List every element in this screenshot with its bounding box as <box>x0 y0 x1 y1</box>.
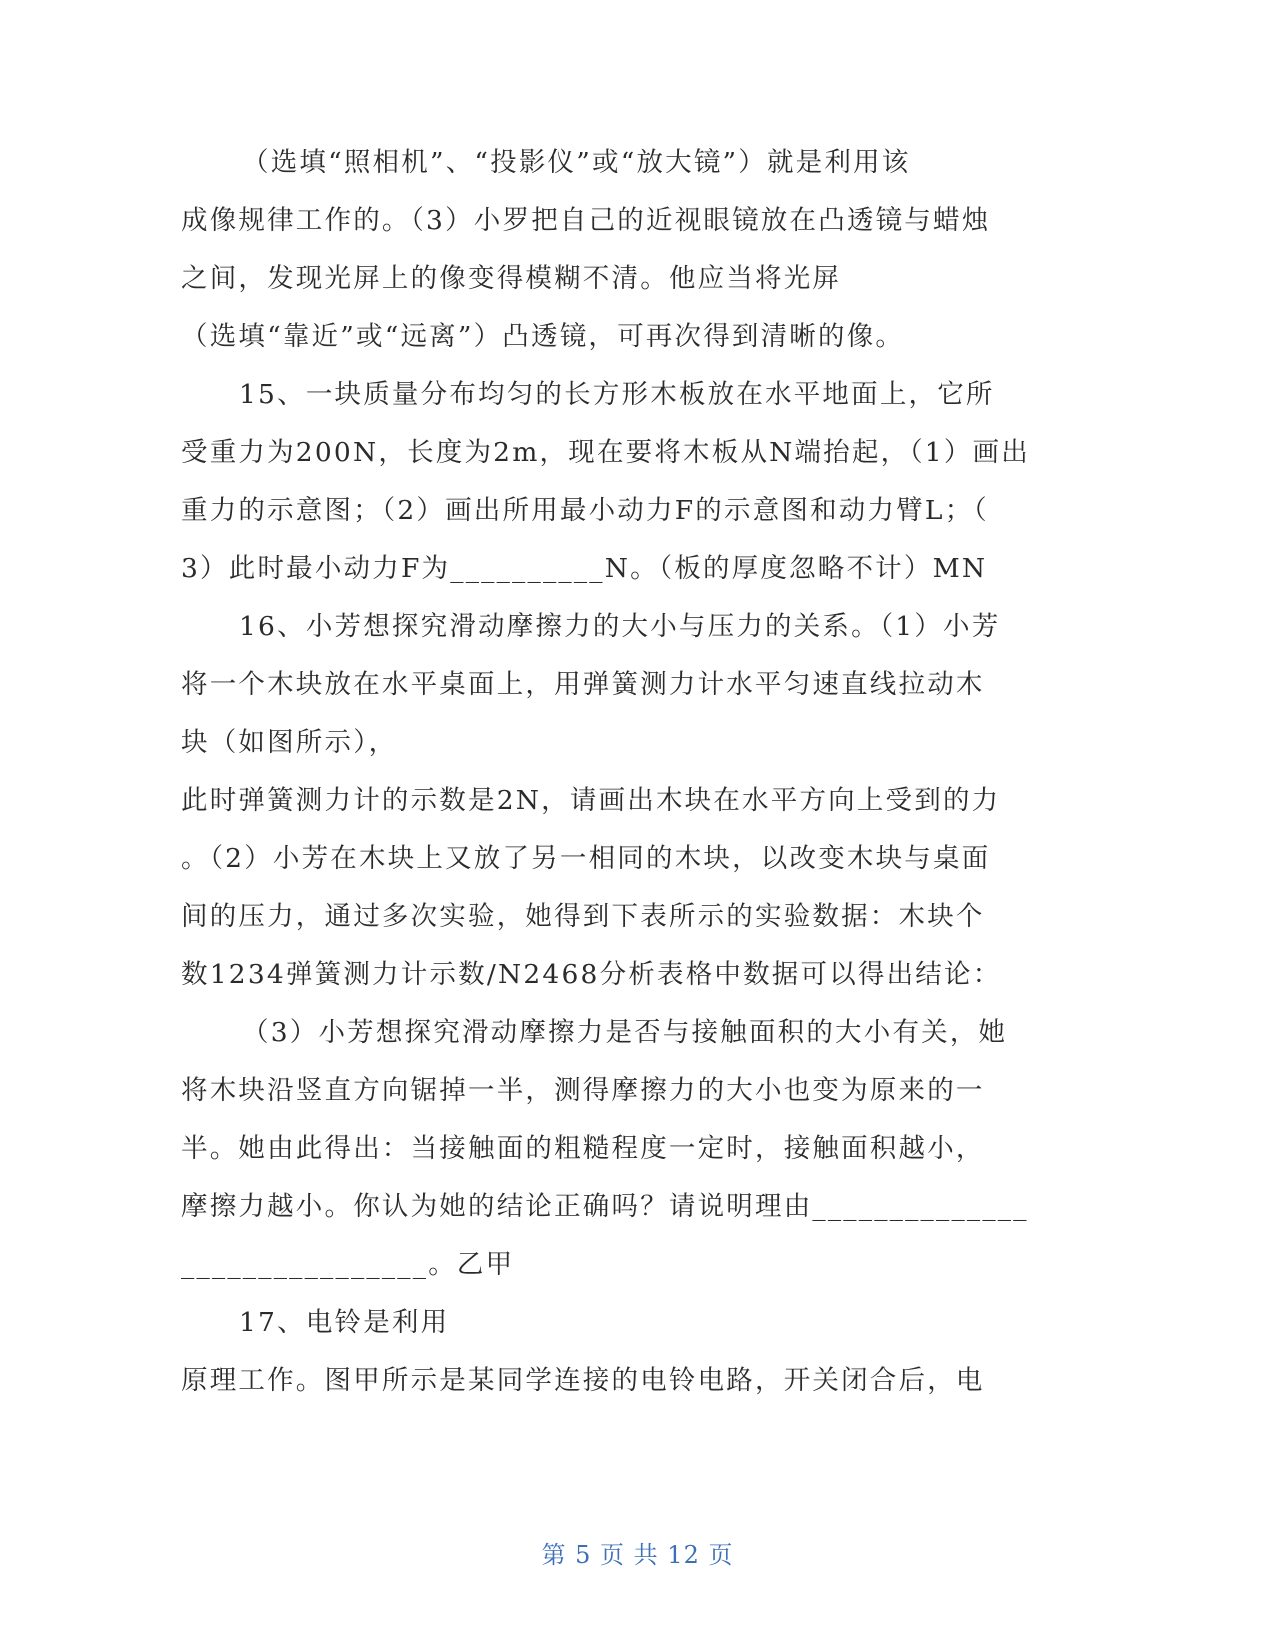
text-line-4 <box>0 307 1275 367</box>
text-line-14-content: 间的压力，通过多次实验，她得到下表所示的实验数据：木块个 <box>181 901 985 932</box>
text-line-22-content: 原理工作。图甲所示是某同学连接的电铃电路，开关闭合后，电 <box>181 1365 985 1396</box>
text-line-13 <box>0 829 1275 889</box>
text-line-14 <box>0 887 1275 947</box>
text-line-21-content: 17、电铃是利用 <box>239 1307 450 1338</box>
text-line-2 <box>0 191 1275 251</box>
text-line-16-content: （3）小芳想探究滑动摩擦力是否与接触面积的大小有关，她 <box>242 1017 1008 1048</box>
text-line-13-content: 。（2）小芳在木块上又放了另一相同的木块，以改变木块与桌面 <box>181 843 991 874</box>
text-line-15 <box>0 945 1275 1005</box>
text-line-3 <box>0 249 1275 309</box>
text-line-12 <box>0 771 1275 831</box>
text-line-18-content: 半。她由此得出：当接触面的粗糙程度一定时，接触面积越小， <box>181 1133 985 1164</box>
text-line-11 <box>0 713 1275 773</box>
page-number-footer: 第 5 页 共 12 页 <box>541 1541 734 1569</box>
text-line-3-content: 之间，发现光屏上的像变得模糊不清。他应当将光屏 <box>181 263 842 294</box>
text-line-21 <box>0 1293 1275 1353</box>
text-line-16 <box>0 1003 1275 1063</box>
text-line-12-content: 此时弹簧测力计的示数是2N，请画出木块在水平方向上受到的力 <box>181 785 1001 816</box>
text-line-6-content: 受重力为200N，长度为2m，现在要将木板从N端抬起，（1）画出 <box>181 437 1030 468</box>
text-line-11-content: 块（如图所示）， <box>181 727 398 758</box>
text-line-5-content: 15、一块质量分布均匀的长方形木板放在水平地面上，它所 <box>239 379 995 410</box>
text-line-10-content: 将一个木块放在水平桌面上，用弹簧测力计水平匀速直线拉动木 <box>181 669 985 700</box>
text-line-15-content: 数1234弹簧测力计示数/N2468分析表格中数据可以得出结论： <box>181 959 1002 990</box>
text-line-1-content: （选填“照相机”、“投影仪”或“放大镜”）就是利用该 <box>242 147 911 178</box>
text-line-6 <box>0 423 1275 483</box>
text-line-9 <box>0 597 1275 657</box>
text-line-20 <box>0 1235 1275 1295</box>
text-line-18 <box>0 1119 1275 1179</box>
text-line-1 <box>0 133 1275 193</box>
text-line-9-content: 16、小芳想探究滑动摩擦力的大小与压力的关系。（1）小芳 <box>239 611 1001 642</box>
text-line-19-content: 摩擦力越小。你认为她的结论正确吗？请说明理由______________ <box>181 1191 1029 1222</box>
text-line-17-content: 将木块沿竖直方向锯掉一半，测得摩擦力的大小也变为原来的一 <box>181 1075 985 1106</box>
text-line-7 <box>0 481 1275 541</box>
text-line-10 <box>0 655 1275 715</box>
text-line-19 <box>0 1177 1275 1237</box>
text-line-22 <box>0 1351 1275 1411</box>
text-line-7-content: 重力的示意图；（2）画出所用最小动力F的示意图和动力臂L；（ <box>181 495 989 526</box>
text-line-17 <box>0 1061 1275 1121</box>
text-line-4-content: （选填“靠近”或“远离”）凸透镜，可再次得到清晰的像。 <box>181 321 905 352</box>
text-line-20-content: ________________。乙甲 <box>181 1249 515 1280</box>
text-line-8-content: 3）此时最小动力F为__________N。（板的厚度忽略不计）MN <box>181 553 988 584</box>
text-line-5 <box>0 365 1275 425</box>
text-line-2-content: 成像规律工作的。（3）小罗把自己的近视眼镜放在凸透镜与蜡烛 <box>181 205 991 236</box>
text-line-8 <box>0 539 1275 599</box>
